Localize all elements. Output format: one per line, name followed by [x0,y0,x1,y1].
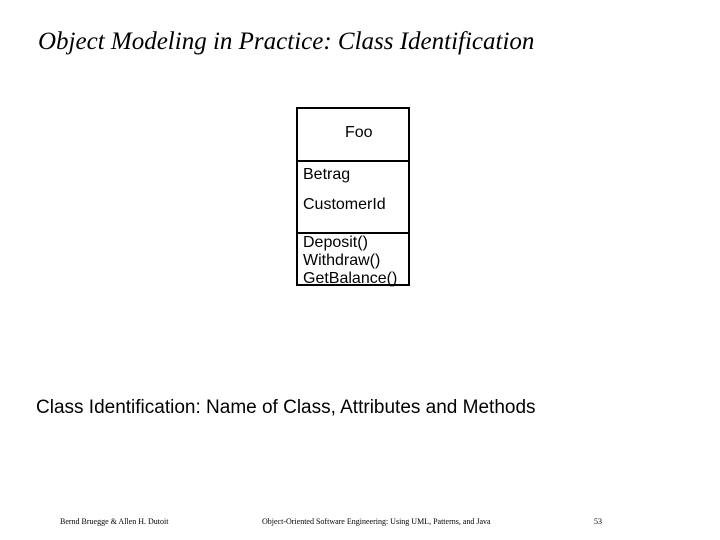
attribute-customerid: CustomerId [303,196,386,213]
method-deposit: Deposit() [303,234,368,251]
class-name: Foo [345,124,373,141]
method-withdraw: Withdraw() [303,252,381,269]
method-getbalance: GetBalance() [303,270,398,287]
attribute-betrag: Betrag [303,166,351,183]
slide-caption: Class Identification: Name of Class, Attributes and Methods [36,397,536,418]
attributes-compartment [298,162,408,234]
uml-class-box [296,107,410,286]
footer-book-title: Object-Oriented Software Engineering: Using UML, Patterns, and Java [262,517,491,526]
class-name-compartment [298,109,408,162]
footer-authors: Bernd Bruegge & Allen H. Dutoit [60,517,169,526]
methods-compartment [298,234,408,287]
footer-page-number: 53 [594,517,602,526]
slide-title: Object Modeling in Practice: Class Identification [38,28,535,55]
